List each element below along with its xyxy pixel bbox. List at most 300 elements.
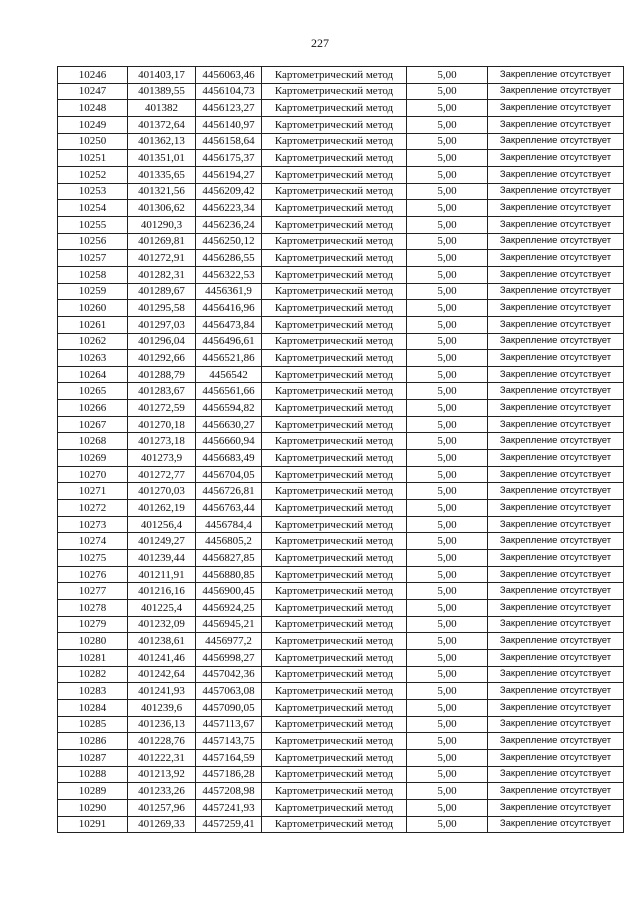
accuracy-cell: 5,00 [407,566,488,583]
x-coordinate-cell: 401238,61 [128,633,196,650]
point-number-cell: 10253 [58,183,128,200]
method-cell: Картометрический метод [262,550,407,567]
x-coordinate-cell: 401288,79 [128,366,196,383]
x-coordinate-cell: 401222,31 [128,749,196,766]
y-coordinate-cell: 4456521,86 [196,350,262,367]
y-coordinate-cell: 4457259,41 [196,816,262,833]
point-number-cell: 10283 [58,683,128,700]
point-number-cell: 10251 [58,150,128,167]
point-number-cell: 10259 [58,283,128,300]
y-coordinate-cell: 4456322,53 [196,266,262,283]
accuracy-cell: 5,00 [407,500,488,517]
coordinates-table [57,66,624,833]
y-coordinate-cell: 4456784,4 [196,516,262,533]
y-coordinate-cell: 4456223,34 [196,200,262,217]
y-coordinate-cell: 4457208,98 [196,783,262,800]
method-cell: Картометрический метод [262,733,407,750]
y-coordinate-cell: 4456473,84 [196,316,262,333]
y-coordinate-cell: 4456286,55 [196,250,262,267]
point-number-cell: 10249 [58,116,128,133]
accuracy-cell: 5,00 [407,83,488,100]
accuracy-cell: 5,00 [407,766,488,783]
x-coordinate-cell: 401272,77 [128,466,196,483]
accuracy-cell: 5,00 [407,550,488,567]
method-cell: Картометрический метод [262,433,407,450]
table-row [58,600,624,617]
table-row [58,67,624,84]
fixation-cell: Закрепление отсутствует [488,749,624,766]
method-cell: Картометрический метод [262,150,407,167]
method-cell: Картометрический метод [262,400,407,417]
table-row [58,166,624,183]
method-cell: Картометрический метод [262,416,407,433]
accuracy-cell: 5,00 [407,183,488,200]
fixation-cell: Закрепление отсутствует [488,616,624,633]
x-coordinate-cell: 401216,16 [128,583,196,600]
table-row [58,783,624,800]
fixation-cell: Закрепление отсутствует [488,733,624,750]
accuracy-cell: 5,00 [407,816,488,833]
method-cell: Картометрический метод [262,450,407,467]
y-coordinate-cell: 4456880,85 [196,566,262,583]
y-coordinate-cell: 4456704,05 [196,466,262,483]
accuracy-cell: 5,00 [407,733,488,750]
point-number-cell: 10258 [58,266,128,283]
accuracy-cell: 5,00 [407,799,488,816]
x-coordinate-cell: 401283,67 [128,383,196,400]
fixation-cell: Закрепление отсутствует [488,666,624,683]
fixation-cell: Закрепление отсутствует [488,450,624,467]
y-coordinate-cell: 4456104,73 [196,83,262,100]
x-coordinate-cell: 401262,19 [128,500,196,517]
point-number-cell: 10277 [58,583,128,600]
fixation-cell: Закрепление отсутствует [488,649,624,666]
x-coordinate-cell: 401295,58 [128,300,196,317]
fixation-cell: Закрепление отсутствует [488,116,624,133]
table-row [58,816,624,833]
table-row [58,766,624,783]
accuracy-cell: 5,00 [407,133,488,150]
accuracy-cell: 5,00 [407,633,488,650]
method-cell: Картометрический метод [262,100,407,117]
point-number-cell: 10266 [58,400,128,417]
fixation-cell: Закрепление отсутствует [488,316,624,333]
y-coordinate-cell: 4456977,2 [196,633,262,650]
fixation-cell: Закрепление отсутствует [488,183,624,200]
y-coordinate-cell: 4457090,05 [196,699,262,716]
point-number-cell: 10256 [58,233,128,250]
method-cell: Картометрический метод [262,233,407,250]
point-number-cell: 10248 [58,100,128,117]
fixation-cell: Закрепление отсутствует [488,300,624,317]
table-row [58,83,624,100]
accuracy-cell: 5,00 [407,216,488,233]
x-coordinate-cell: 401241,93 [128,683,196,700]
x-coordinate-cell: 401213,92 [128,766,196,783]
y-coordinate-cell: 4456123,27 [196,100,262,117]
table-row [58,716,624,733]
method-cell: Картометрический метод [262,766,407,783]
x-coordinate-cell: 401236,13 [128,716,196,733]
accuracy-cell: 5,00 [407,483,488,500]
x-coordinate-cell: 401269,33 [128,816,196,833]
point-number-cell: 10286 [58,733,128,750]
accuracy-cell: 5,00 [407,67,488,84]
method-cell: Картометрический метод [262,699,407,716]
y-coordinate-cell: 4456209,42 [196,183,262,200]
x-coordinate-cell: 401351,01 [128,150,196,167]
y-coordinate-cell: 4456998,27 [196,649,262,666]
table-row [58,550,624,567]
accuracy-cell: 5,00 [407,366,488,383]
fixation-cell: Закрепление отсутствует [488,100,624,117]
point-number-cell: 10275 [58,550,128,567]
accuracy-cell: 5,00 [407,749,488,766]
point-number-cell: 10247 [58,83,128,100]
fixation-cell: Закрепление отсутствует [488,166,624,183]
method-cell: Картометрический метод [262,67,407,84]
x-coordinate-cell: 401272,59 [128,400,196,417]
method-cell: Картометрический метод [262,466,407,483]
fixation-cell: Закрепление отсутствует [488,716,624,733]
x-coordinate-cell: 401321,56 [128,183,196,200]
fixation-cell: Закрепление отсутствует [488,333,624,350]
accuracy-cell: 5,00 [407,450,488,467]
method-cell: Картометрический метод [262,799,407,816]
coordinates-table-body [58,67,624,833]
fixation-cell: Закрепление отсутствует [488,250,624,267]
fixation-cell: Закрепление отсутствует [488,67,624,84]
point-number-cell: 10288 [58,766,128,783]
table-row [58,616,624,633]
y-coordinate-cell: 4456924,25 [196,600,262,617]
method-cell: Картометрический метод [262,250,407,267]
y-coordinate-cell: 4456542 [196,366,262,383]
point-number-cell: 10273 [58,516,128,533]
method-cell: Картометрический метод [262,83,407,100]
table-row [58,216,624,233]
method-cell: Картометрический метод [262,616,407,633]
table-row [58,666,624,683]
point-number-cell: 10284 [58,699,128,716]
point-number-cell: 10265 [58,383,128,400]
table-row [58,200,624,217]
method-cell: Картометрический метод [262,283,407,300]
method-cell: Картометрический метод [262,516,407,533]
table-row [58,183,624,200]
table-row [58,466,624,483]
method-cell: Картометрический метод [262,366,407,383]
table-row [58,133,624,150]
point-number-cell: 10282 [58,666,128,683]
point-number-cell: 10289 [58,783,128,800]
point-number-cell: 10281 [58,649,128,666]
table-row [58,400,624,417]
method-cell: Картометрический метод [262,533,407,550]
point-number-cell: 10255 [58,216,128,233]
y-coordinate-cell: 4457042,36 [196,666,262,683]
table-row [58,383,624,400]
y-coordinate-cell: 4456158,64 [196,133,262,150]
table-row [58,649,624,666]
fixation-cell: Закрепление отсутствует [488,633,624,650]
y-coordinate-cell: 4457113,67 [196,716,262,733]
table-row [58,366,624,383]
point-number-cell: 10250 [58,133,128,150]
y-coordinate-cell: 4456140,97 [196,116,262,133]
accuracy-cell: 5,00 [407,116,488,133]
point-number-cell: 10276 [58,566,128,583]
x-coordinate-cell: 401292,66 [128,350,196,367]
fixation-cell: Закрепление отсутствует [488,799,624,816]
y-coordinate-cell: 4456063,46 [196,67,262,84]
accuracy-cell: 5,00 [407,716,488,733]
accuracy-cell: 5,00 [407,583,488,600]
table-row [58,450,624,467]
x-coordinate-cell: 401225,4 [128,600,196,617]
y-coordinate-cell: 4456594,82 [196,400,262,417]
method-cell: Картометрический метод [262,749,407,766]
accuracy-cell: 5,00 [407,400,488,417]
accuracy-cell: 5,00 [407,433,488,450]
accuracy-cell: 5,00 [407,516,488,533]
x-coordinate-cell: 401273,9 [128,450,196,467]
method-cell: Картометрический метод [262,600,407,617]
method-cell: Картометрический метод [262,316,407,333]
y-coordinate-cell: 4457186,28 [196,766,262,783]
y-coordinate-cell: 4456630,27 [196,416,262,433]
point-number-cell: 10274 [58,533,128,550]
method-cell: Картометрический метод [262,683,407,700]
x-coordinate-cell: 401233,26 [128,783,196,800]
x-coordinate-cell: 401382 [128,100,196,117]
method-cell: Картометрический метод [262,633,407,650]
method-cell: Картометрический метод [262,183,407,200]
table-row [58,333,624,350]
x-coordinate-cell: 401270,18 [128,416,196,433]
point-number-cell: 10290 [58,799,128,816]
table-row [58,699,624,716]
y-coordinate-cell: 4456726,81 [196,483,262,500]
fixation-cell: Закрепление отсутствует [488,583,624,600]
x-coordinate-cell: 401362,13 [128,133,196,150]
method-cell: Картометрический метод [262,300,407,317]
table-row [58,516,624,533]
x-coordinate-cell: 401306,62 [128,200,196,217]
point-number-cell: 10279 [58,616,128,633]
point-number-cell: 10269 [58,450,128,467]
fixation-cell: Закрепление отсутствует [488,500,624,517]
y-coordinate-cell: 4456683,49 [196,450,262,467]
fixation-cell: Закрепление отсутствует [488,133,624,150]
fixation-cell: Закрепление отсутствует [488,816,624,833]
method-cell: Картометрический метод [262,350,407,367]
accuracy-cell: 5,00 [407,333,488,350]
method-cell: Картометрический метод [262,266,407,283]
accuracy-cell: 5,00 [407,233,488,250]
fixation-cell: Закрепление отсутствует [488,566,624,583]
x-coordinate-cell: 401239,44 [128,550,196,567]
point-number-cell: 10268 [58,433,128,450]
point-number-cell: 10261 [58,316,128,333]
table-row [58,250,624,267]
method-cell: Картометрический метод [262,666,407,683]
fixation-cell: Закрепление отсутствует [488,400,624,417]
point-number-cell: 10270 [58,466,128,483]
y-coordinate-cell: 4456194,27 [196,166,262,183]
fixation-cell: Закрепление отсутствует [488,383,624,400]
table-row [58,583,624,600]
y-coordinate-cell: 4456416,96 [196,300,262,317]
method-cell: Картометрический метод [262,116,407,133]
table-row [58,416,624,433]
y-coordinate-cell: 4456561,66 [196,383,262,400]
table-row [58,266,624,283]
table-row [58,500,624,517]
x-coordinate-cell: 401403,17 [128,67,196,84]
x-coordinate-cell: 401297,03 [128,316,196,333]
y-coordinate-cell: 4456361,9 [196,283,262,300]
point-number-cell: 10264 [58,366,128,383]
fixation-cell: Закрепление отсутствует [488,466,624,483]
point-number-cell: 10246 [58,67,128,84]
y-coordinate-cell: 4456496,61 [196,333,262,350]
table-row [58,150,624,167]
accuracy-cell: 5,00 [407,616,488,633]
method-cell: Картометрический метод [262,566,407,583]
accuracy-cell: 5,00 [407,666,488,683]
fixation-cell: Закрепление отсутствует [488,550,624,567]
y-coordinate-cell: 4457164,59 [196,749,262,766]
point-number-cell: 10280 [58,633,128,650]
accuracy-cell: 5,00 [407,683,488,700]
accuracy-cell: 5,00 [407,649,488,666]
fixation-cell: Закрепление отсутствует [488,533,624,550]
table-row [58,116,624,133]
fixation-cell: Закрепление отсутствует [488,483,624,500]
table-row [58,533,624,550]
table-row [58,566,624,583]
fixation-cell: Закрепление отсутствует [488,216,624,233]
fixation-cell: Закрепление отсутствует [488,200,624,217]
fixation-cell: Закрепление отсутствует [488,683,624,700]
accuracy-cell: 5,00 [407,416,488,433]
fixation-cell: Закрепление отсутствует [488,600,624,617]
table-row [58,683,624,700]
table-row [58,316,624,333]
x-coordinate-cell: 401372,64 [128,116,196,133]
method-cell: Картометрический метод [262,816,407,833]
x-coordinate-cell: 401270,03 [128,483,196,500]
accuracy-cell: 5,00 [407,250,488,267]
table-row [58,749,624,766]
x-coordinate-cell: 401239,6 [128,699,196,716]
y-coordinate-cell: 4456236,24 [196,216,262,233]
method-cell: Картометрический метод [262,483,407,500]
method-cell: Картометрический метод [262,649,407,666]
method-cell: Картометрический метод [262,383,407,400]
fixation-cell: Закрепление отсутствует [488,699,624,716]
x-coordinate-cell: 401335,65 [128,166,196,183]
accuracy-cell: 5,00 [407,300,488,317]
point-number-cell: 10257 [58,250,128,267]
method-cell: Картометрический метод [262,216,407,233]
point-number-cell: 10254 [58,200,128,217]
point-number-cell: 10271 [58,483,128,500]
fixation-cell: Закрепление отсутствует [488,233,624,250]
fixation-cell: Закрепление отсутствует [488,150,624,167]
accuracy-cell: 5,00 [407,316,488,333]
x-coordinate-cell: 401228,76 [128,733,196,750]
point-number-cell: 10285 [58,716,128,733]
accuracy-cell: 5,00 [407,350,488,367]
y-coordinate-cell: 4456660,94 [196,433,262,450]
fixation-cell: Закрепление отсутствует [488,266,624,283]
x-coordinate-cell: 401211,91 [128,566,196,583]
accuracy-cell: 5,00 [407,383,488,400]
fixation-cell: Закрепление отсутствует [488,516,624,533]
method-cell: Картометрический метод [262,133,407,150]
point-number-cell: 10263 [58,350,128,367]
fixation-cell: Закрепление отсутствует [488,350,624,367]
y-coordinate-cell: 4456175,37 [196,150,262,167]
y-coordinate-cell: 4456900,45 [196,583,262,600]
point-number-cell: 10278 [58,600,128,617]
point-number-cell: 10267 [58,416,128,433]
accuracy-cell: 5,00 [407,466,488,483]
accuracy-cell: 5,00 [407,283,488,300]
table-row [58,100,624,117]
accuracy-cell: 5,00 [407,100,488,117]
x-coordinate-cell: 401289,67 [128,283,196,300]
x-coordinate-cell: 401269,81 [128,233,196,250]
table-row [58,633,624,650]
y-coordinate-cell: 4457241,93 [196,799,262,816]
fixation-cell: Закрепление отсутствует [488,783,624,800]
table-row [58,433,624,450]
x-coordinate-cell: 401282,31 [128,266,196,283]
x-coordinate-cell: 401389,55 [128,83,196,100]
y-coordinate-cell: 4457063,08 [196,683,262,700]
method-cell: Картометрический метод [262,783,407,800]
accuracy-cell: 5,00 [407,266,488,283]
fixation-cell: Закрепление отсутствует [488,366,624,383]
point-number-cell: 10262 [58,333,128,350]
method-cell: Картометрический метод [262,200,407,217]
y-coordinate-cell: 4456805,2 [196,533,262,550]
point-number-cell: 10260 [58,300,128,317]
method-cell: Картометрический метод [262,716,407,733]
table-row [58,483,624,500]
x-coordinate-cell: 401273,18 [128,433,196,450]
table-row [58,283,624,300]
fixation-cell: Закрепление отсутствует [488,766,624,783]
method-cell: Картометрический метод [262,583,407,600]
y-coordinate-cell: 4456763,44 [196,500,262,517]
accuracy-cell: 5,00 [407,600,488,617]
x-coordinate-cell: 401232,09 [128,616,196,633]
method-cell: Картометрический метод [262,166,407,183]
accuracy-cell: 5,00 [407,533,488,550]
table-row [58,300,624,317]
fixation-cell: Закрепление отсутствует [488,283,624,300]
table-row [58,350,624,367]
y-coordinate-cell: 4456945,21 [196,616,262,633]
x-coordinate-cell: 401272,91 [128,250,196,267]
table-row [58,799,624,816]
accuracy-cell: 5,00 [407,699,488,716]
method-cell: Картометрический метод [262,500,407,517]
